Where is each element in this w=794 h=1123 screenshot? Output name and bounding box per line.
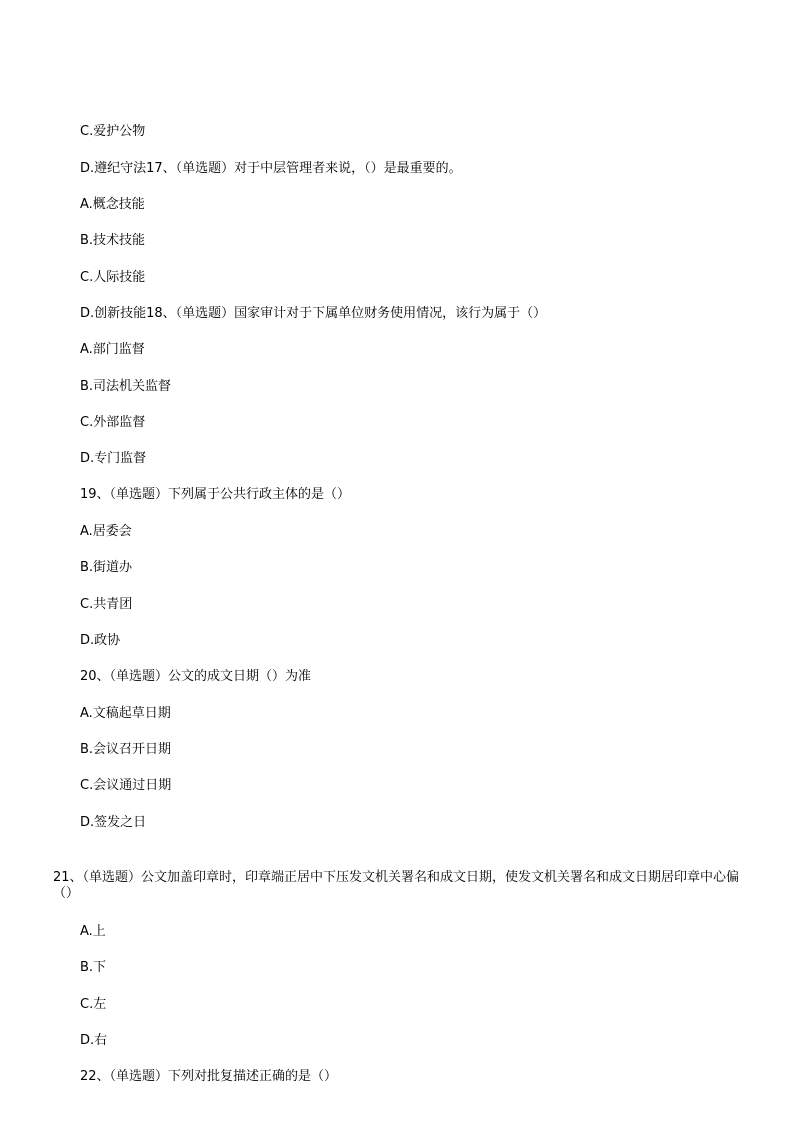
option-b-q17: B.技术技能 [80, 233, 146, 248]
option-b-q19: B.街道办 [80, 560, 133, 575]
option-b-q21: B.下 [80, 960, 107, 975]
option-c-q21: C.左 [80, 997, 107, 1012]
option-a-q21: A.上 [80, 924, 106, 939]
question-20: 20、（单选题）公文的成文日期（）为准 [80, 669, 312, 684]
option-d-q16-question-17: D.遵纪守法17、（单选题）对于中层管理者来说，（）是最重要的。 [80, 161, 462, 176]
option-d-q21: D.右 [80, 1033, 108, 1048]
option-c-q18: C.外部监督 [80, 415, 146, 430]
option-b-q20: B.会议召开日期 [80, 742, 172, 757]
option-d-q20: D.签发之日 [80, 815, 147, 830]
option-c-q16: C.爱护公物 [80, 124, 146, 139]
option-a-q20: A.文稿起草日期 [80, 706, 171, 721]
option-d-q19: D.政协 [80, 633, 121, 648]
option-c-q20: C.会议通过日期 [80, 778, 172, 793]
option-b-q18: B.司法机关监督 [80, 379, 172, 394]
option-a-q17: A.概念技能 [80, 197, 145, 212]
question-19: 19、（单选题）下列属于公共行政主体的是（） [80, 487, 351, 502]
option-a-q19: A.居委会 [80, 524, 132, 539]
option-d-q18: D.专门监督 [80, 451, 147, 466]
option-c-q19: C.共青团 [80, 597, 133, 612]
option-d-q17-question-18: D.创新技能18、（单选题）国家审计对于下属单位财务使用情况，该行为属于（） [80, 306, 547, 321]
question-21: 21、（单选题）公文加盖印章时，印章端正居中下压发文机关署名和成文日期，使发文机关署名和成文日期居印章中心偏（） [53, 870, 740, 901]
question-22: 22、（单选题）下列对批复描述正确的是（） [80, 1069, 338, 1084]
option-a-q18: A.部门监督 [80, 342, 145, 357]
option-c-q17: C.人际技能 [80, 270, 146, 285]
